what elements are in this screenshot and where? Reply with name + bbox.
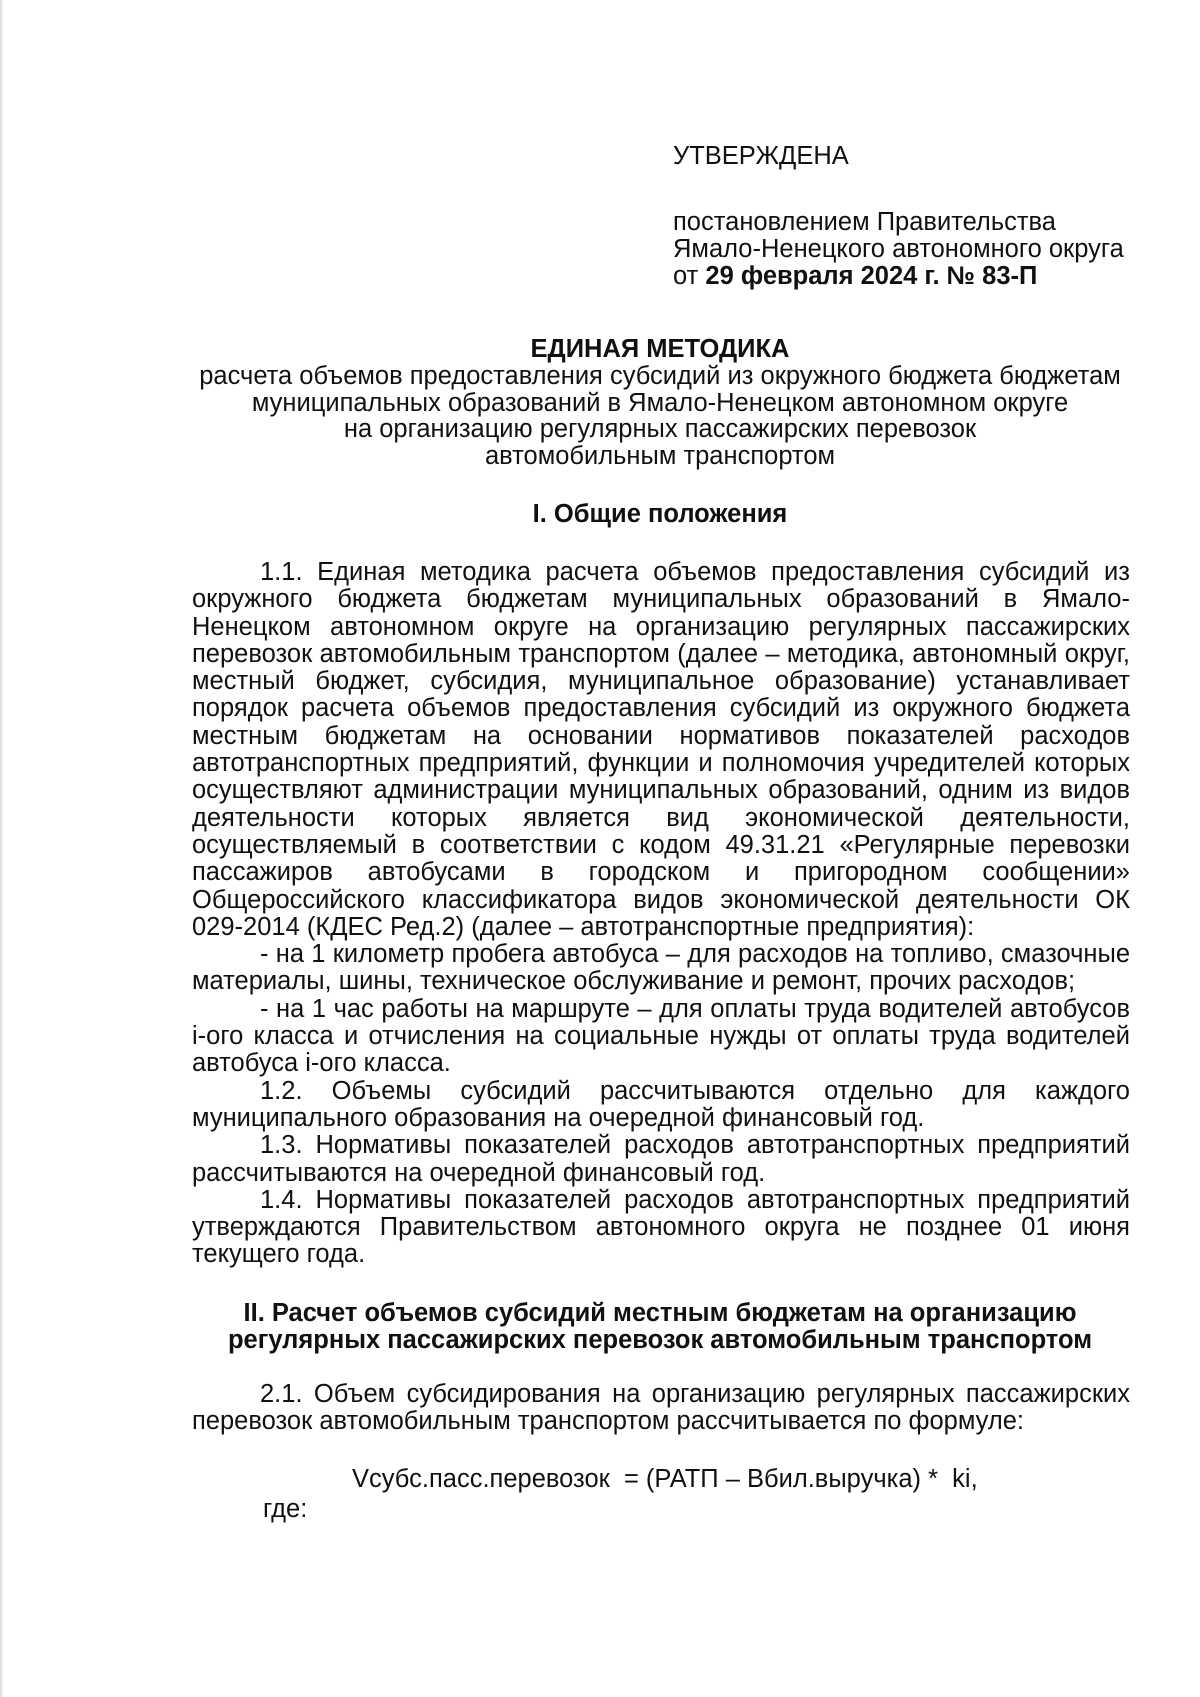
paragraph-bullet-hour: - на 1 час работы на маршруте – для оплаты труда водителей автобусов i-ого класса и отчисления на социальные нужды от оплаты труда водителей автобуса i-ого класса. (192, 994, 1130, 1078)
document-subtitle-line: расчета объемов предоставления субсидий из окружного бюджета бюджетам (199, 361, 1121, 390)
section-2-heading-line-2: регулярных пассажирских перевозок автомобильным транспортом (227, 1326, 1093, 1354)
paragraph-1-4: 1.4. Нормативы показателей расходов автотранспортных предприятий утверждаются Правительством автономного округа не позднее 01 июня текущего года. (192, 1185, 1130, 1269)
section-2-body (192, 1381, 1130, 1436)
subsidy-formula: Vсубс.пасс.перевозок = (РАТП – Вбил.выручка) * ki, (352, 1465, 978, 1493)
document-subtitle-line: муниципальных образований в Ямало-Ненецком автономном округе (251, 388, 1069, 417)
paragraph-1-3: 1.3. Нормативы показателей расходов автотранспортных предприятий рассчитываются на очередной финансовый год. (192, 1131, 1130, 1187)
approval-stamp-block (673, 143, 1124, 290)
document-subtitle-line: на организацию регулярных пассажирских перевозок (343, 415, 977, 444)
paragraph-2-1: 2.1. Объем субсидирования на организацию регулярных пассажирских перевозок автомобильным транспортом рассчитывается по формуле: (192, 1380, 1130, 1436)
section-1-heading: I. Общие положения (532, 500, 788, 528)
paragraph-1-2: 1.2. Объемы субсидий рассчитываются отдельно для каждого муниципального образования на очередной финансовый год. (192, 1076, 1130, 1132)
decree-date: 29 февраля 2024 г. № 83-П (705, 262, 1038, 290)
decree-line-1: постановлением Правительства (673, 208, 1056, 236)
paragraph-1-1: 1.1. Единая методика расчета объемов предоставления субсидий из окружного бюджета бюджетам муниципальных образований в Ямало-Ненецком автономном округе на организацию регулярных пассажирских перевозок автомобильным транспортом (далее – методика, автономный округ, местный бюджет, субсидия, муниципальное образование) устанавливает порядок расчета объемов предоставления субсидий из окружного бюджета местным бюджетам на основании нормативов показателей расходов автотранспортных предприятий, функции и полномочия учредителей которых осуществляют администрации муниципальных образований, одним из видов деятельности которых является вид экономической деятельности, осуществляемый в соответствии с кодом 49.31.21 «Регулярные перевозки пассажиров автобусами в городском и пригородном сообщении» Общероссийского классификатора видов экономической деятельности ОК 029-2014 (КДЕС Ред.2) (далее – автотранспортные предприятия): (192, 558, 1130, 941)
section-2-heading-line-1: II. Расчет объемов субсидий местным бюджетам на организацию (243, 1299, 1077, 1327)
approved-label: УТВЕРЖДЕНА (673, 142, 849, 170)
decree-date-prefix: от (673, 262, 706, 290)
formula-where-label: где: (263, 1495, 308, 1523)
document-subtitle-line: автомобильным транспортом (484, 442, 836, 471)
decree-date-line (673, 263, 1124, 290)
paragraph-bullet-km: - на 1 километр пробега автобуса – для расходов на топливо, смазочные материалы, шины, техническое обслуживание и ремонт, прочих расходов; (192, 940, 1130, 996)
document-title-block (150, 336, 1170, 470)
decree-line-2: Ямало-Ненецкого автономного округа (673, 235, 1124, 263)
section-1-body (192, 559, 1130, 1269)
document-title: ЕДИНАЯ МЕТОДИКА (530, 335, 790, 363)
scan-edge-shadow (0, 0, 4, 1697)
section-2-heading (150, 1300, 1170, 1354)
